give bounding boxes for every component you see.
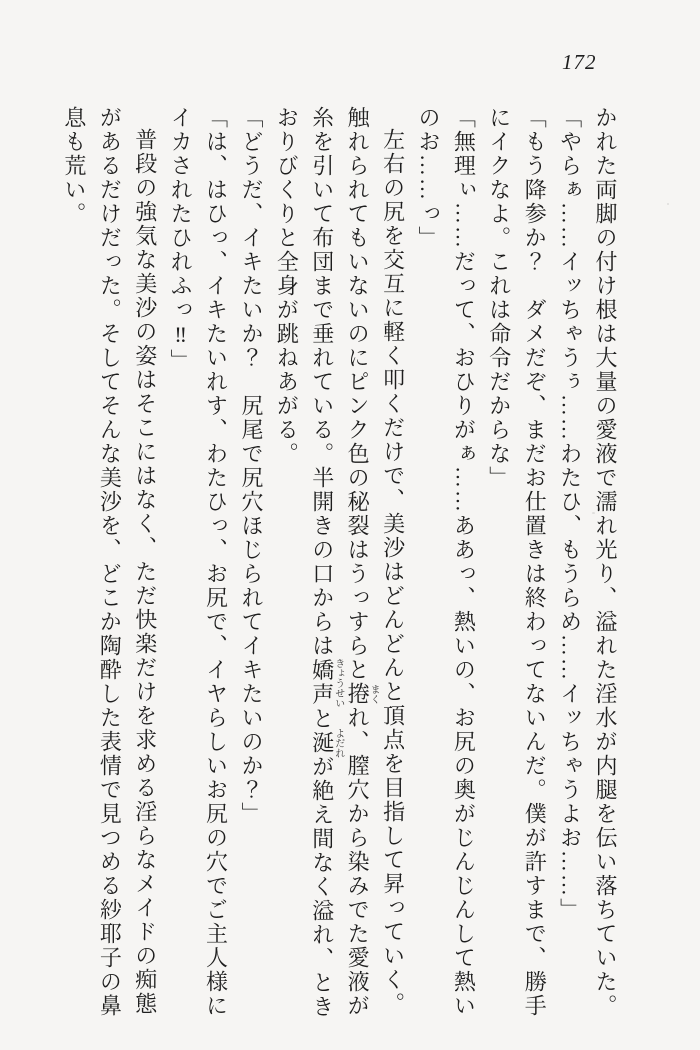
page-text	[56, 106, 623, 1022]
paragraph: 「もう降参か？ ダメだぞ、まだお仕置きは終わってないんだ。僕が許すまで、勝手にイクなよ。これは命令だからな」	[486, 106, 548, 1018]
paragraph: かれた両脚の付け根は大量の愛液で濡れ光り、溢れた淫水が内腿を伝い落ちていた。	[593, 106, 618, 1018]
paragraph: 「は、はひっ、イキたいれす、わたひっ、お尻で、イヤらしいお尻の穴でご主人様にイカされたひれふっ‼」	[168, 106, 229, 1018]
furigana-ruby: 嬌声きょうせい	[309, 657, 344, 708]
scan-speck	[112, 983, 114, 985]
furigana-ruby: 捲まく	[345, 682, 380, 706]
paragraph: 「やらぁ……イッちゃうぅ……わたひ、もうらめ……イッちゃうよお……」	[557, 106, 583, 922]
paragraph: 普段の強気な美沙の姿はそこにはなく、ただ快楽だけを求める淫らなメイドの痴態があるだけだった。そしてそんな美沙を、どこか陶酔した表情で見つめる紗耶子の鼻息も荒い。	[61, 106, 158, 1018]
page-number: 172	[562, 50, 597, 74]
scan-speck	[592, 512, 595, 514]
furigana-ruby: 涎よだれ	[309, 728, 344, 758]
scan-speck	[389, 166, 392, 169]
paragraph: 「無理ぃ……だって、おひりがぁ……ああっ、熱いの、お尻の奥がじんじんして熱いのお……っ」	[415, 106, 477, 1018]
paragraph: 左右の尻を交互に軽く叩くだけで、美沙はどんどんと頂点を目指して昇っていく。触れられてもいないのにピンク色の秘裂はうっすらと捲まくれ、膣穴から染みでた愛液が糸を引いて布団まで垂れている。半開きの口からは嬌声きょうせいと涎よだれが絶え間なく溢れ、ときおりびくりと全身が跳ねあがる。	[274, 106, 406, 1019]
paragraph: 「どうだ、イキたいか？ 尻尾で尻穴ほじられてイキたいのか？」	[238, 106, 264, 826]
scan-speck	[667, 203, 669, 205]
